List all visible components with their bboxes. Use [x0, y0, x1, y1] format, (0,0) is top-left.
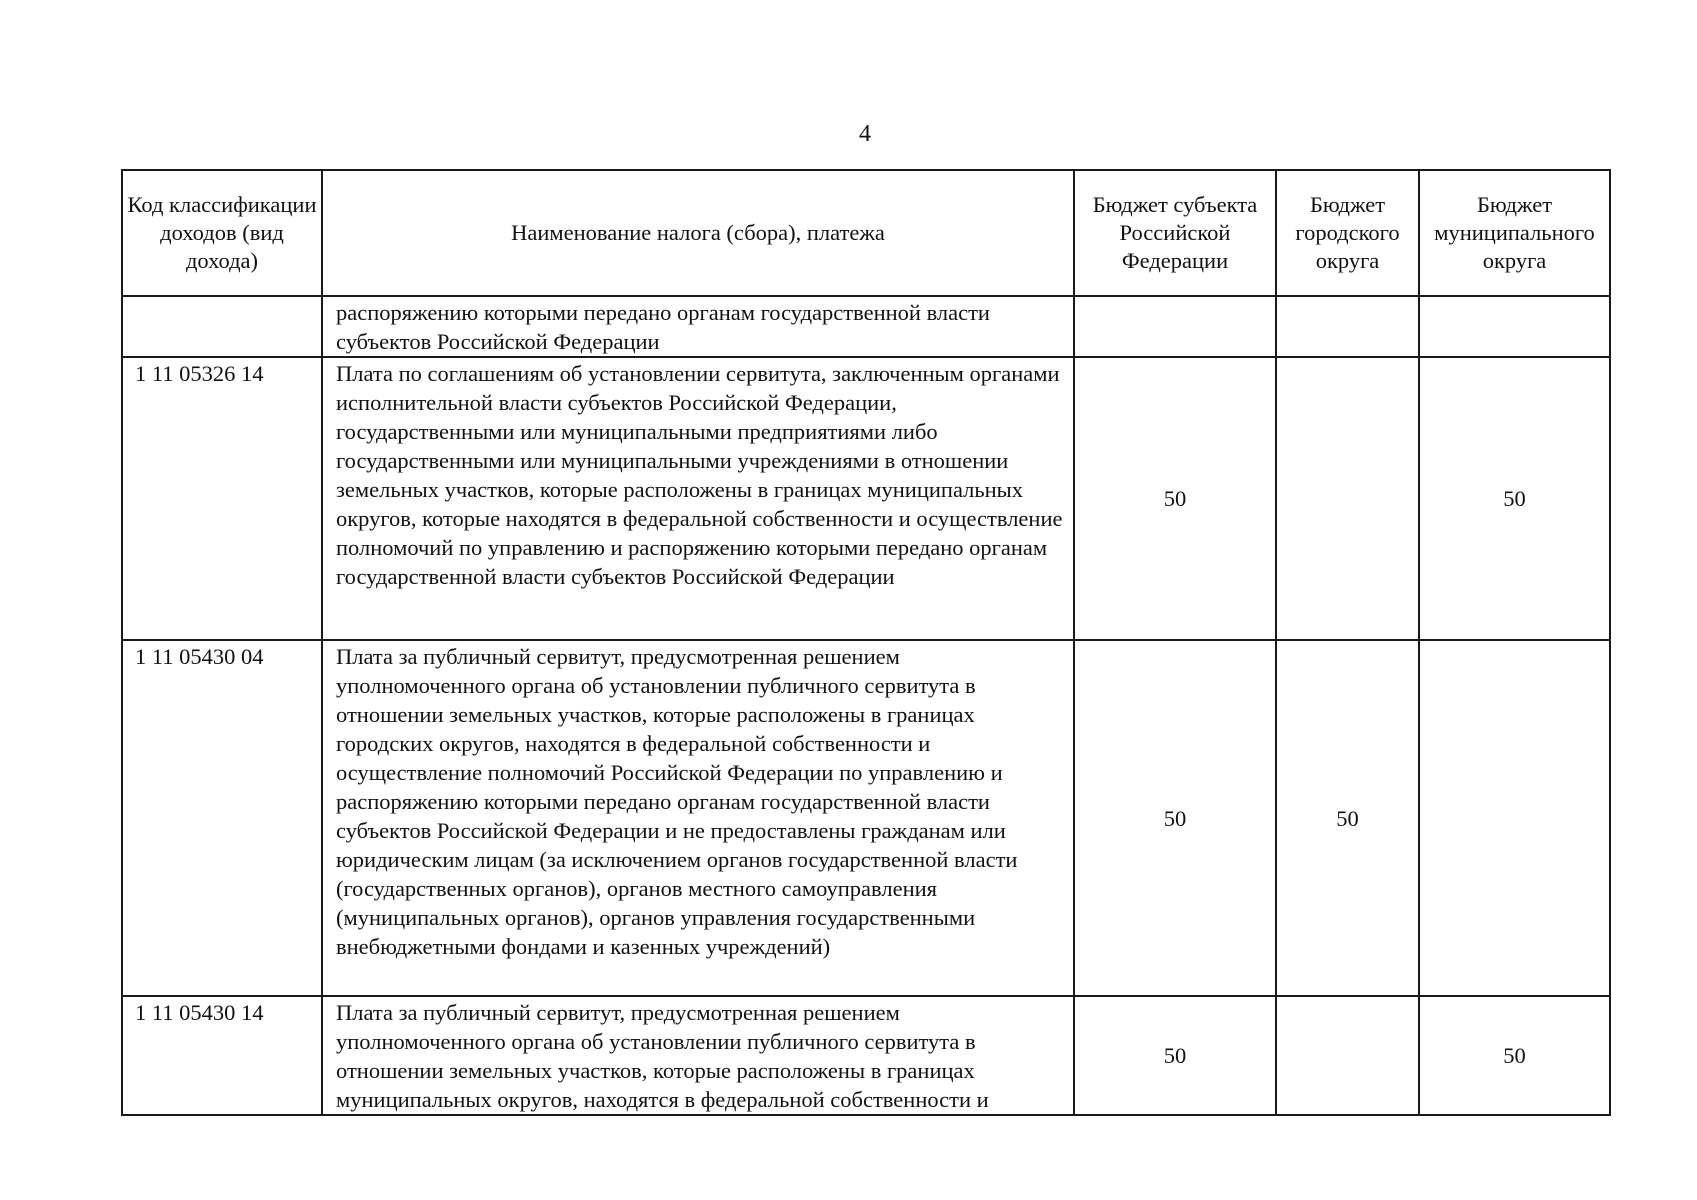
- row-code: 1 11 05430 14: [122, 996, 322, 1115]
- row-municipal-budget: 50: [1419, 357, 1610, 640]
- row-subject-budget: [1074, 296, 1276, 357]
- row-municipal-budget: 50: [1419, 996, 1610, 1115]
- page-number: 4: [859, 121, 871, 147]
- row-city-budget: [1276, 296, 1419, 357]
- row-code: [122, 296, 322, 357]
- row-subject-budget: 50: [1074, 996, 1276, 1115]
- row-name: Плата за публичный сервитут, предусмотренная решением уполномоченного органа об установлении публичного сервитута в отношении земельных участков, которые расположены в границах городских округов, находятся в федеральной собственности и осуществление полномочий Российской Федерации по управлению и распоряжению которыми передано органам государственной власти субъектов Российской Федерации и не предоставлены гражданам или юридическим лицам (за исключением органов государственной власти (государственных органов), органов местного самоуправления (муниципальных органов), органов управления государственными внебюджетными фондами и казенных учреждений): [322, 640, 1074, 996]
- header-name: Наименование налога (сбора), платежа: [322, 170, 1074, 296]
- row-city-budget: [1276, 996, 1419, 1115]
- row-name: Плата за публичный сервитут, предусмотренная решением уполномоченного органа об установлении публичного сервитута в отношении земельных участков, которые расположены в границах муниципальных округов, находятся в федеральной собственности и: [322, 996, 1074, 1115]
- table-row: [122, 640, 1610, 996]
- row-city-budget: [1276, 357, 1419, 640]
- row-municipal-budget: [1419, 640, 1610, 996]
- header-subject-budget: Бюджет субъекта Российской Федерации: [1074, 170, 1276, 296]
- table-row: [122, 296, 1610, 357]
- row-municipal-budget: [1419, 296, 1610, 357]
- revenue-distribution-table: [121, 169, 1611, 1116]
- table-row: [122, 357, 1610, 640]
- header-code: Код классификации доходов (вид дохода): [122, 170, 322, 296]
- header-city-budget: Бюджет городского округа: [1276, 170, 1419, 296]
- row-subject-budget: 50: [1074, 640, 1276, 996]
- table-header-row: [122, 170, 1610, 296]
- row-code: 1 11 05430 04: [122, 640, 322, 996]
- row-city-budget: 50: [1276, 640, 1419, 996]
- header-municipal-budget: Бюджет муниципального округа: [1419, 170, 1610, 296]
- table-row: [122, 996, 1610, 1115]
- row-name: распоряжению которыми передано органам государственной власти субъектов Российской Федерации: [322, 296, 1074, 357]
- row-name: Плата по соглашениям об установлении сервитута, заключенным органами исполнительной власти субъектов Российской Федерации, государственными или муниципальными предприятиями либо государственными или муниципальными учреждениями в отношении земельных участков, которые расположены в границах муниципальных округов, которые находятся в федеральной собственности и осуществление полномочий по управлению и распоряжению которыми передано органам государственной власти субъектов Российской Федерации: [322, 357, 1074, 640]
- row-subject-budget: 50: [1074, 357, 1276, 640]
- row-code: 1 11 05326 14: [122, 357, 322, 640]
